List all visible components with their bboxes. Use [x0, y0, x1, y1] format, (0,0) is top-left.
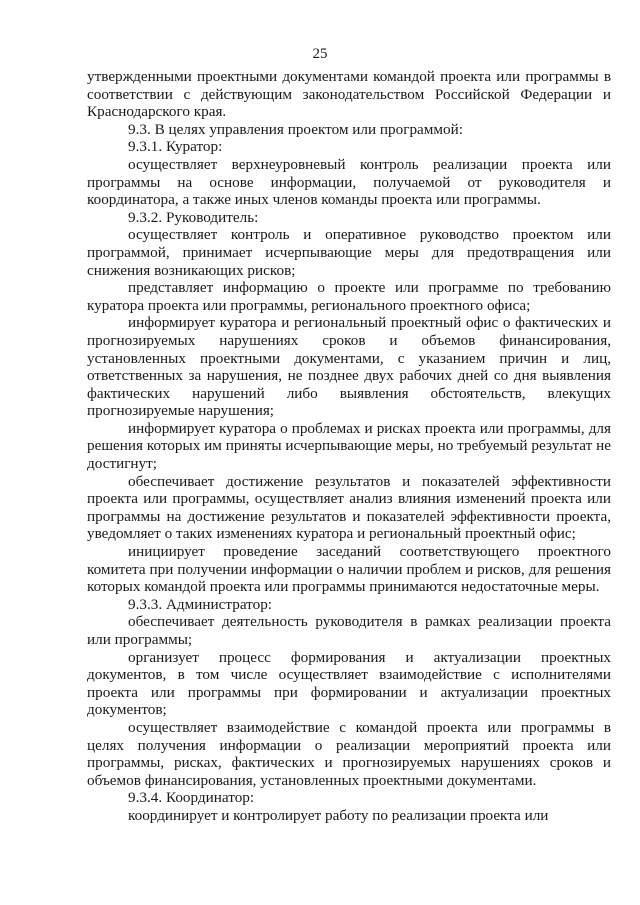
subsection-heading-curator: 9.3.1. Куратор:: [128, 138, 223, 156]
paragraph-continuation: утвержденными проектными документами командой проекта или программы в соответствии с действующим законодательством Российской Федерации и Краснодарского края.: [87, 68, 611, 121]
subsection-heading-administrator: 9.3.3. Администратор:: [128, 595, 273, 613]
paragraph: инициирует проведение заседаний соответствующего проектного комитета при получении информации о наличии проблем и рисков, для решения которых командой проекта или программы принимаются недостаточные меры.: [87, 543, 611, 596]
paragraph: информирует куратора о проблемах и рисках проекта или программы, для решения которых им приняты исчерпывающие меры, но требуемый результат не достигнут;: [87, 419, 611, 473]
paragraph: обеспечивает достижение результатов и показателей эффективности проекта или программы, осуществляет анализ влияния изменений проекта или программы на достижение результатов и показателей эффективности проекта, уведомляет о таких изменениях куратора и региональный проектный офис;: [87, 472, 611, 543]
subsection-heading-manager: 9.3.2. Руководитель:: [128, 208, 259, 226]
paragraph: координирует и контролирует работу по реализации проекта или: [128, 806, 549, 824]
paragraph: организует процесс формирования и актуализации проектных документов, в том числе осуществляет взаимодействие с исполнителями проекта или программы при формировании и актуализации проектных документов;: [87, 648, 611, 719]
paragraph: информирует куратора и региональный проектный офис о фактических и прогнозируемых нарушениях сроков и объемов финансирования, установленных проектными документами, с указанием причин и лиц, ответственных за нарушения, не позднее двух рабочих дней со дня выявления фактических нарушений либо выявления обстоятельств, влекущих прогнозируемые нарушения;: [87, 314, 611, 420]
page-number: 25: [312, 46, 328, 62]
section-heading-9-3: 9.3. В целях управления проектом или программой:: [128, 120, 463, 138]
paragraph: осуществляет контроль и оперативное руководство проектом или программой, принимает исчерпывающие меры для предотвращения или снижения возникающих рисков;: [87, 226, 611, 279]
paragraph: осуществляет взаимодействие с командой проекта или программы в целях получения информации о реализации мероприятий проекта или программы, рисках, фактических и прогнозируемых нарушениях сроков и объемов финансирования, установленных проектными документами.: [87, 718, 611, 789]
paragraph: представляет информацию о проекте или программе по требованию куратора проекта или программы, регионального проектного офиса;: [87, 279, 611, 314]
document-body: [87, 68, 611, 825]
subsection-heading-coordinator: 9.3.4. Координатор:: [128, 789, 255, 807]
paragraph: осуществляет верхнеуровневый контроль реализации проекта или программы на основе информации, получаемой от руководителя и координатора, а также иных членов команды проекта или программы.: [87, 155, 611, 209]
paragraph: обеспечивает деятельность руководителя в рамках реализации проекта или программы;: [87, 613, 611, 648]
